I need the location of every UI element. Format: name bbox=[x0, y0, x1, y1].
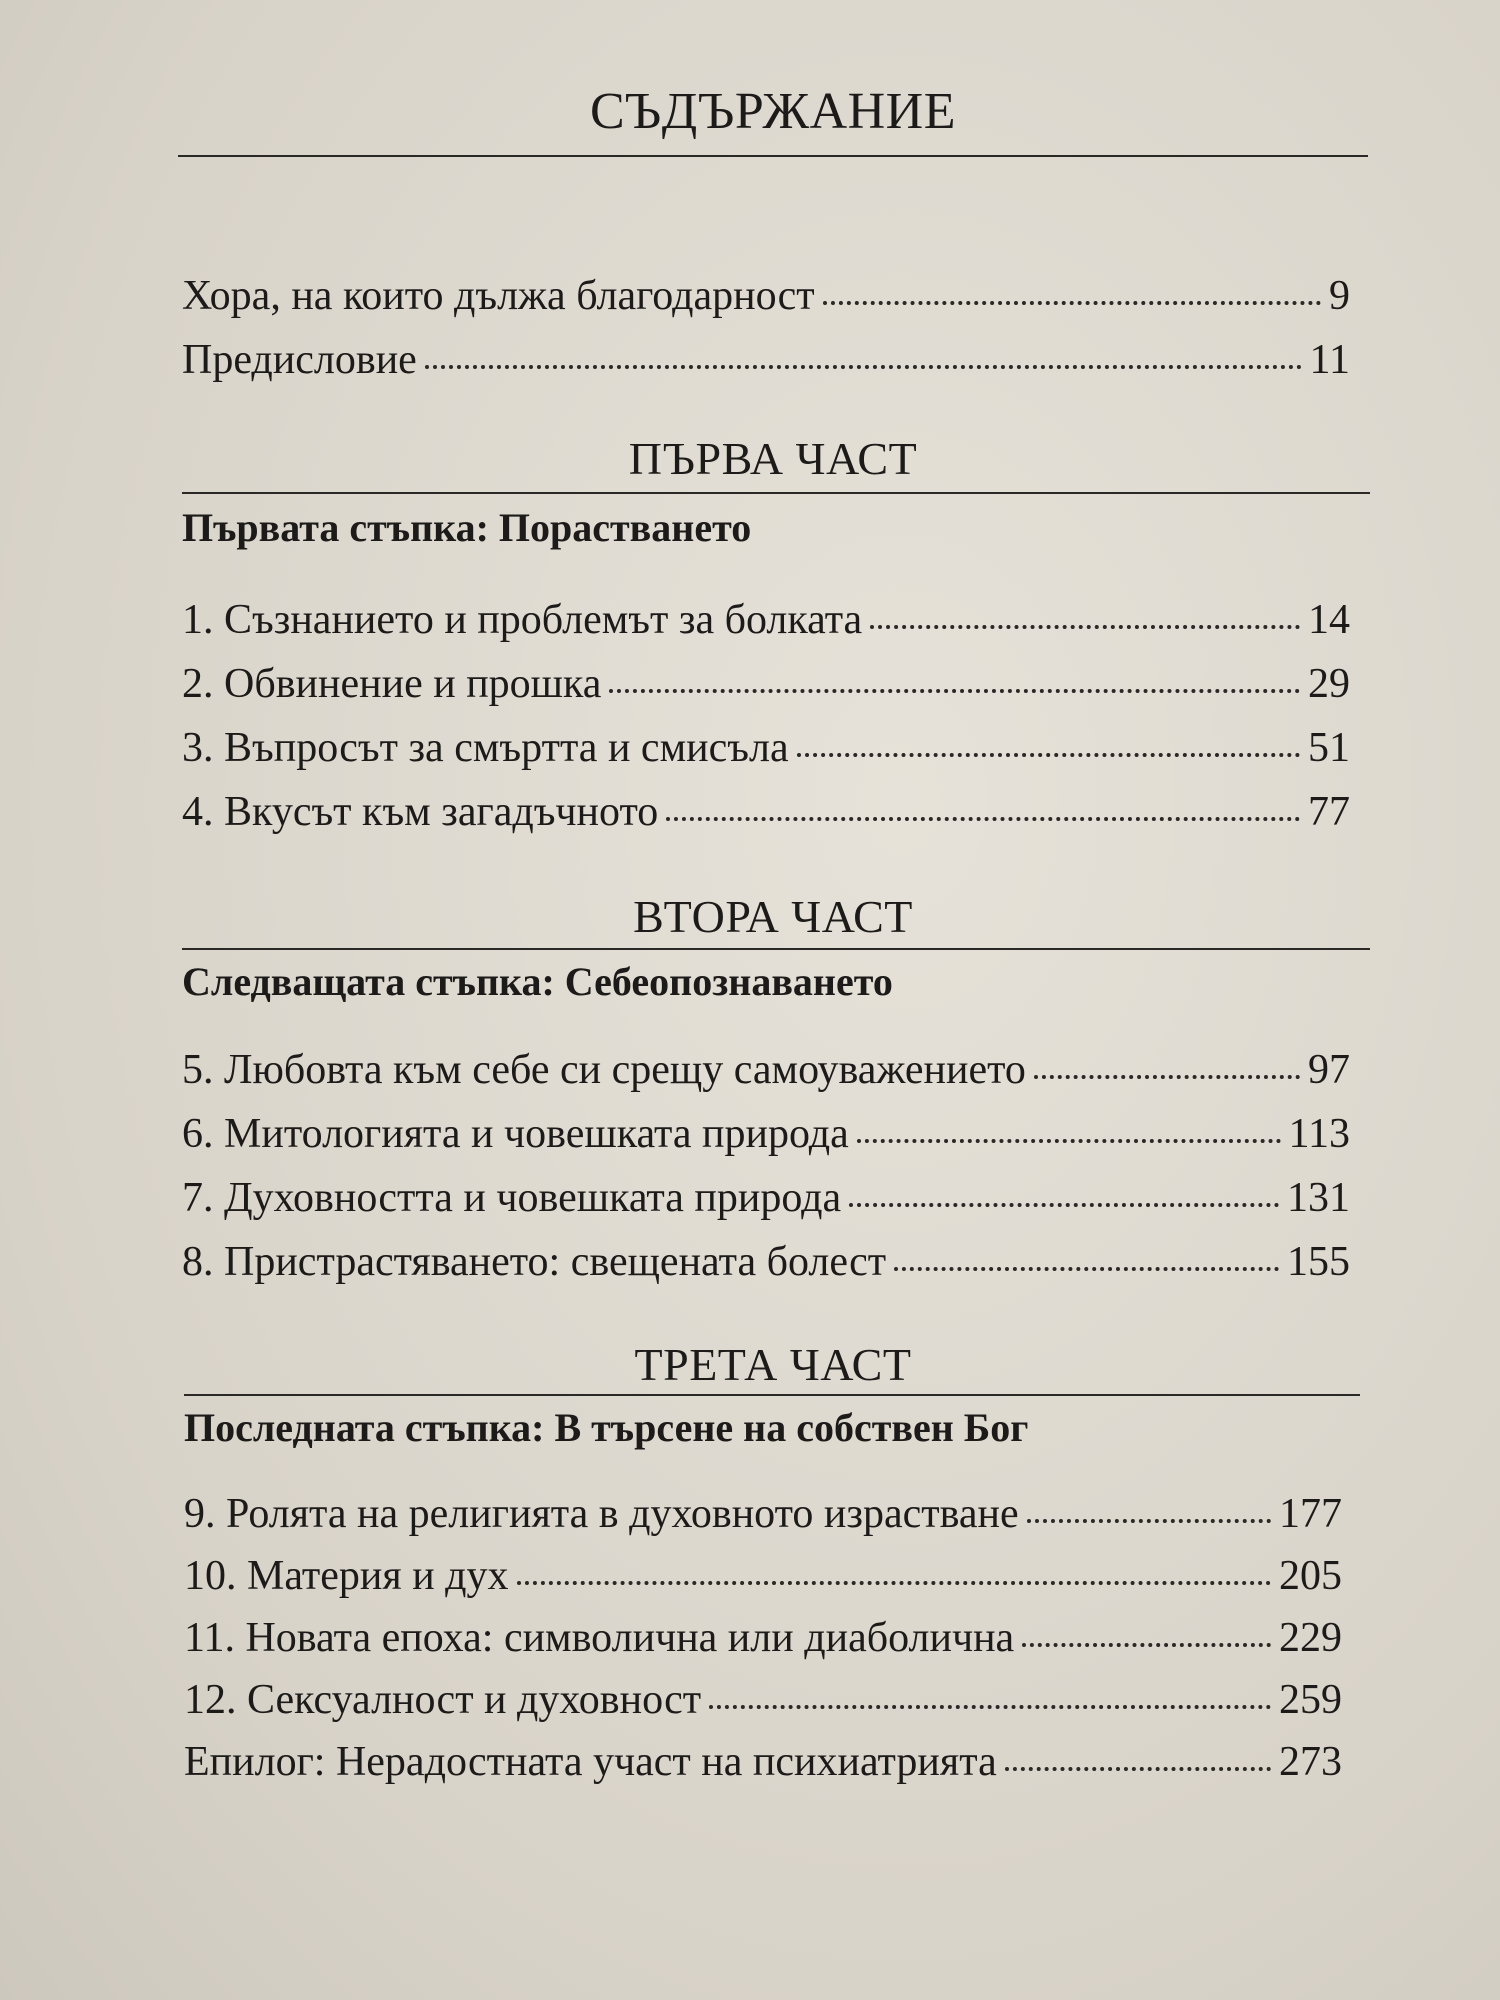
toc-entry-label: 11. Новата епоха: символична или диаболична bbox=[184, 1615, 1015, 1661]
part-heading-2: ВТОРА ЧАСТ bbox=[633, 891, 913, 942]
dot-leader bbox=[1027, 1519, 1271, 1523]
part-rule-2 bbox=[182, 948, 1370, 950]
toc-entry-4[interactable] bbox=[182, 788, 1350, 836]
dot-leader bbox=[823, 301, 1321, 305]
toc-entry-acknowledgements[interactable] bbox=[182, 272, 1350, 320]
toc-entry-label: Предисловие bbox=[182, 337, 417, 383]
toc-entry-label: 3. Въпросът за смъртта и смисъла bbox=[182, 725, 789, 771]
toc-entry-label: 1. Съзнанието и проблемът за болката bbox=[182, 597, 863, 643]
toc-entry-page: 14 bbox=[1308, 597, 1350, 643]
toc-entry-11[interactable] bbox=[184, 1614, 1342, 1662]
toc-entry-label: Хора, на които дължа благодарност bbox=[182, 273, 815, 319]
dot-leader bbox=[870, 625, 1300, 629]
dot-leader bbox=[709, 1705, 1271, 1709]
toc-entry-3[interactable] bbox=[182, 724, 1350, 772]
toc-entry-7[interactable] bbox=[182, 1174, 1350, 1222]
toc-entry-label: 9. Ролята на религията в духовното израстване bbox=[184, 1491, 1019, 1537]
dot-leader bbox=[1022, 1643, 1271, 1647]
toc-entry-label: 4. Вкусът към загадъчното bbox=[182, 789, 659, 835]
dot-leader bbox=[797, 753, 1300, 757]
dot-leader bbox=[666, 817, 1300, 821]
toc-entry-2[interactable] bbox=[182, 660, 1350, 708]
toc-entry-page: 131 bbox=[1287, 1175, 1350, 1221]
step-heading-2: Следващата стъпка: Себеопознаването bbox=[182, 959, 893, 1004]
part-heading-1: ПЪРВА ЧАСТ bbox=[628, 433, 918, 484]
toc-entry-page: 11 bbox=[1309, 337, 1350, 383]
toc-entry-1[interactable] bbox=[182, 596, 1350, 644]
toc-entry-page: 9 bbox=[1329, 273, 1350, 319]
dot-leader bbox=[857, 1139, 1281, 1143]
toc-entry-9[interactable] bbox=[184, 1490, 1342, 1538]
toc-entry-page: 177 bbox=[1279, 1491, 1342, 1537]
toc-entry-label: 8. Пристрастяването: свещената болест bbox=[182, 1239, 887, 1285]
toc-entry-label: 7. Духовността и човешката природа bbox=[182, 1175, 842, 1221]
toc-entry-epilogue[interactable] bbox=[184, 1738, 1342, 1786]
dot-leader bbox=[517, 1581, 1271, 1585]
toc-entry-page: 113 bbox=[1288, 1111, 1350, 1157]
toc-entry-6[interactable] bbox=[182, 1110, 1350, 1158]
page-title: СЪДЪРЖАНИЕ bbox=[589, 83, 956, 140]
toc-entry-page: 273 bbox=[1279, 1739, 1342, 1785]
toc-entry-preface[interactable] bbox=[182, 336, 1350, 384]
dot-leader bbox=[609, 689, 1300, 693]
step-heading-3: Последната стъпка: В търсене на собствен Бог bbox=[184, 1405, 1029, 1450]
dot-leader bbox=[1034, 1075, 1300, 1079]
dot-leader bbox=[849, 1203, 1279, 1207]
toc-entry-label: 6. Митологията и човешката природа bbox=[182, 1111, 849, 1157]
title-rule bbox=[178, 155, 1368, 157]
toc-entry-5[interactable] bbox=[182, 1046, 1350, 1094]
toc-entry-page: 259 bbox=[1279, 1677, 1342, 1723]
dot-leader bbox=[894, 1267, 1279, 1271]
toc-entry-8[interactable] bbox=[182, 1238, 1350, 1286]
toc-entry-label: 10. Материя и дух bbox=[184, 1553, 509, 1599]
toc-entry-12[interactable] bbox=[184, 1676, 1342, 1724]
toc-entry-page: 229 bbox=[1279, 1615, 1342, 1661]
toc-entry-label: Епилог: Нерадостната участ на психиатрията bbox=[184, 1739, 997, 1785]
toc-entry-page: 77 bbox=[1308, 789, 1350, 835]
toc-entry-10[interactable] bbox=[184, 1552, 1342, 1600]
dot-leader bbox=[1005, 1767, 1271, 1771]
toc-entry-page: 29 bbox=[1308, 661, 1350, 707]
part-rule-1 bbox=[182, 492, 1370, 494]
part-heading-3: ТРЕТА ЧАСТ bbox=[634, 1339, 912, 1390]
toc-entry-label: 5. Любовта към себе си срещу самоуважението bbox=[182, 1047, 1026, 1093]
toc-entry-page: 51 bbox=[1308, 725, 1350, 771]
toc-entry-label: 12. Сексуалност и духовност bbox=[184, 1677, 702, 1723]
toc-entry-label: 2. Обвинение и прошка bbox=[182, 661, 602, 707]
dot-leader bbox=[425, 365, 1302, 369]
toc-entry-page: 205 bbox=[1279, 1553, 1342, 1599]
toc-entry-page: 97 bbox=[1308, 1047, 1350, 1093]
step-heading-1: Първата стъпка: Порастването bbox=[182, 505, 752, 550]
part-rule-3 bbox=[184, 1394, 1360, 1396]
toc-entry-page: 155 bbox=[1287, 1239, 1350, 1285]
